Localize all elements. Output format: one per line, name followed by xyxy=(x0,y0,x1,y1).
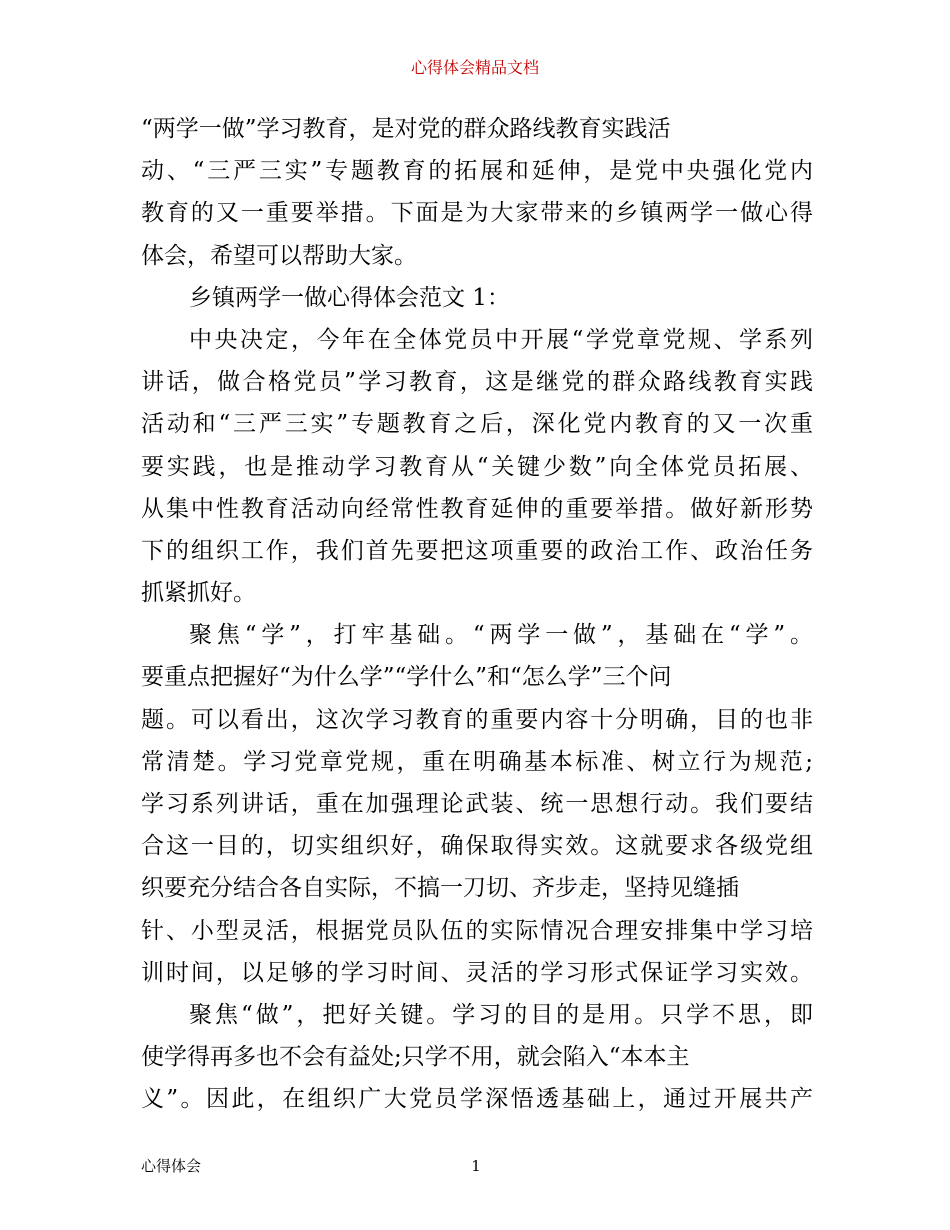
text-line: 讲话，做合格党员”学习教育，这是继党的群众路线教育实践 xyxy=(141,369,813,396)
text-line: 活动和“三严三实”专题教育之后，深化党内教育的又一次重 xyxy=(141,411,813,438)
text-line: 中央决定，今年在全体党员中开展“学党章党规、学系列 xyxy=(189,326,813,353)
text-line: 聚焦“学”，打牢基础。“两学一做”，基础在“学”。 xyxy=(189,622,813,649)
text-line: 针、小型灵活，根据党员队伍的实际情况合理安排集中学习培 xyxy=(141,917,813,944)
text-line: 义”。因此，在组织广大党员学深悟透基础上，通过开展共产 xyxy=(141,1086,813,1113)
text-line: 常清楚。学习党章党规，重在明确基本标准、树立行为规范; xyxy=(141,748,813,775)
text-line: 使学得再多也不会有益处;只学不用，就会陷入“本本主 xyxy=(141,1044,690,1071)
text-line: 织要充分结合各自实际，不搞一刀切、齐步走，坚持见缝插 xyxy=(141,875,739,902)
text-line: 教育的又一重要举措。下面是为大家带来的乡镇两学一做心得 xyxy=(141,200,813,227)
text-line: 动、“三严三实”专题教育的拓展和延伸，是党中央强化党内 xyxy=(141,158,813,185)
text-line: 聚焦“做”，把好关键。学习的目的是用。只学不思，即 xyxy=(189,1001,813,1028)
text-line: 要实践，也是推动学习教育从“关键少数”向全体党员拓展、 xyxy=(141,453,813,480)
page-number: 1 xyxy=(471,1157,481,1175)
text-line: 体会，希望可以帮助大家。 xyxy=(141,242,417,269)
page-header-title: 心得体会精品文档 xyxy=(410,58,539,77)
footer-label: 心得体会 xyxy=(141,1157,202,1175)
text-line: 要重点把握好“为什么学”“学什么”和“怎么学”三个问 xyxy=(141,664,672,691)
document-body xyxy=(141,108,813,1121)
text-line: 下的组织工作，我们首先要把这项重要的政治工作、政治任务 xyxy=(141,537,813,564)
text-line: 题。可以看出，这次学习教育的重要内容十分明确，目的也非 xyxy=(141,706,813,733)
text-line: 抓紧抓好。 xyxy=(141,580,256,607)
text-line: “两学一做”学习教育，是对党的群众路线教育实践活 xyxy=(141,116,671,142)
text-line: 乡镇两学一做心得体会范文 1： xyxy=(189,284,510,311)
text-line: 从集中性教育活动向经常性教育延伸的重要举措。做好新形势 xyxy=(141,495,813,522)
text-line: 合这一目的，切实组织好，确保取得实效。这就要求各级党组 xyxy=(141,833,813,860)
text-line: 学习系列讲话，重在加强理论武装、统一思想行动。我们要结 xyxy=(141,791,813,817)
text-line: 训时间，以足够的学习时间、灵活的学习形式保证学习实效。 xyxy=(141,959,813,986)
